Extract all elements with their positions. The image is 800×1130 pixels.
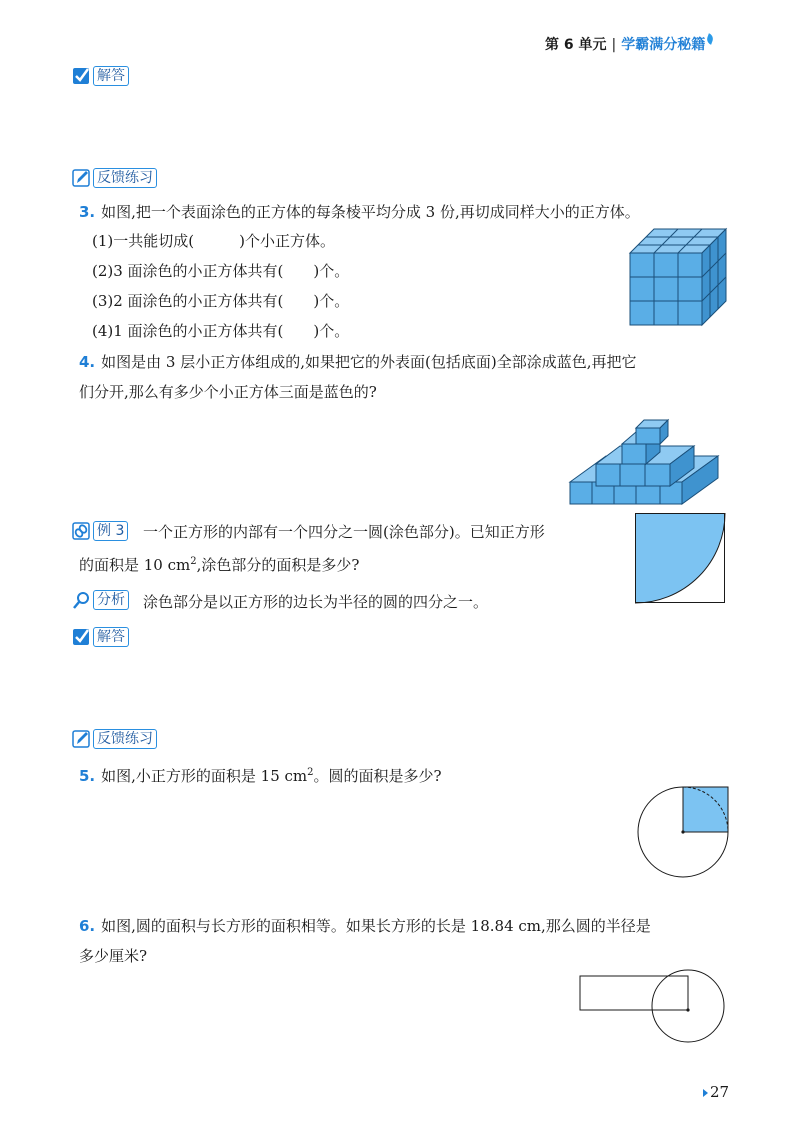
question-3-part: (2)3 面涂色的小正方体共有( )个。 [92, 262, 350, 280]
question-3-part: (1)一共能切成( )个小正方体。 [92, 232, 335, 250]
question-number: 6. [79, 917, 96, 935]
magnifier-icon [73, 590, 91, 610]
question-6: 6. 如图,圆的面积与长方形的面积相等。如果长方形的长是 18.84 cm,那么圆的半径是 [79, 917, 651, 935]
question-3-part: (4)1 面涂色的小正方体共有( )个。 [92, 322, 350, 340]
question-3 [79, 201, 640, 223]
pencil-icon [73, 168, 91, 188]
link-icon [73, 521, 91, 541]
page-header [545, 34, 713, 54]
unit-label: 第 6 单元 [545, 37, 607, 53]
question-number: 3. [79, 203, 96, 221]
question-6-line2: 多少厘米? [79, 947, 148, 965]
answer-badge: 解答 [73, 66, 129, 86]
question-text: 如图是由 3 层小正方体组成的,如果把它的外表面(包括底面)全部涂成蓝色,再把它 [101, 353, 637, 371]
example-3-line2: 的面积是 10 $cm^2$,涂色部分的面积是多少? [79, 556, 360, 574]
answer-badge: 解答 [73, 627, 129, 647]
question-4 [79, 351, 636, 373]
checkmark-icon [73, 66, 91, 86]
question-number: 4. [79, 353, 96, 371]
circle-square-figure [637, 786, 729, 878]
analysis-badge: 分析 [73, 590, 129, 610]
header-separator: | [611, 37, 617, 53]
analysis-text: 涂色部分是以正方形的边长为半径的圆的四分之一。 [143, 593, 489, 611]
page-number: 27 [703, 1083, 729, 1101]
question-5: 5. 如图,小正方形的面积是 15 $cm^2$。圆的面积是多少? [79, 767, 442, 785]
checkmark-icon [73, 627, 91, 647]
question-text: 如图,把一个表面涂色的正方体的每条棱平均分成 3 份,再切成同样大小的正方体。 [101, 203, 640, 221]
cube-figure [630, 229, 726, 325]
example-badge: 例 3 [73, 521, 128, 541]
pyramid-figure [570, 406, 730, 504]
question-4-line2: 们分开,那么有多少个小正方体三面是蓝色的? [79, 383, 377, 401]
rectangle-circle-figure [578, 968, 726, 1044]
practice-badge: 反馈练习 [73, 168, 157, 188]
pencil-icon [73, 729, 91, 749]
brand-label: 学霸满分秘籍 [621, 37, 706, 53]
practice-badge: 反馈练习 [73, 729, 157, 749]
question-3-part: (3)2 面涂色的小正方体共有( )个。 [92, 292, 350, 310]
leaf-icon [706, 33, 715, 44]
example-3-text: 一个正方形的内部有一个四分之一圆(涂色部分)。已知正方形 [143, 523, 545, 541]
question-number: 5. [79, 767, 96, 785]
arrow-icon [703, 1089, 708, 1097]
quarter-circle-figure [635, 513, 725, 603]
